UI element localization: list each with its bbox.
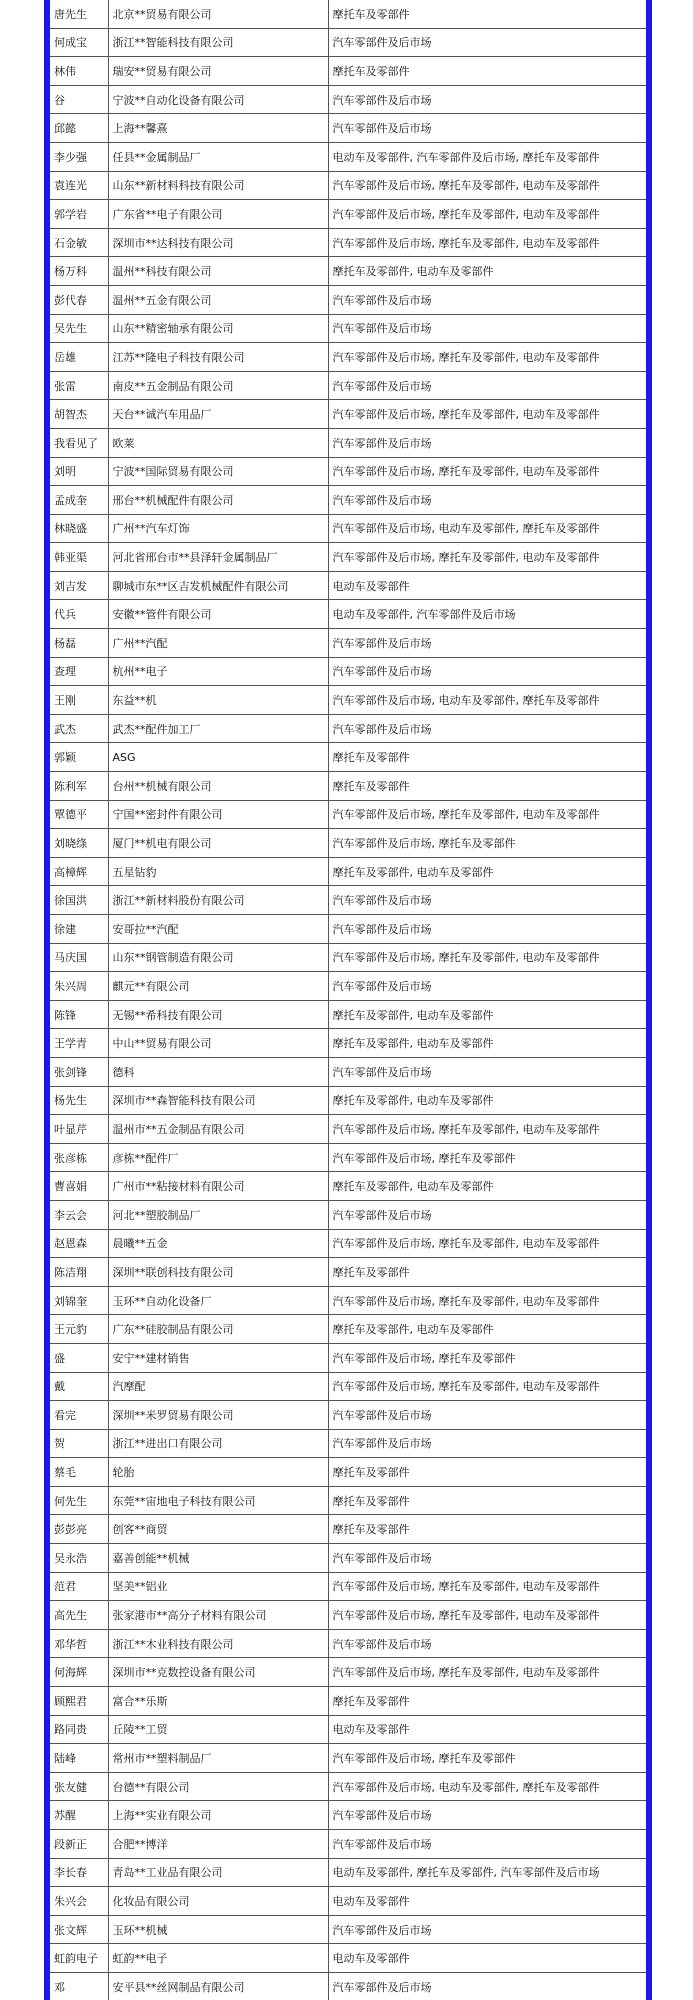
category-cell: 汽车零部件及后市场 bbox=[328, 1057, 646, 1086]
company-name-cell: 无锡**希科技有限公司 bbox=[108, 1000, 328, 1029]
contact-name-cell: 路同贵 bbox=[50, 1715, 108, 1744]
category-cell: 汽车零部件及后市场, 摩托车及零部件, 电动车及零部件 bbox=[328, 1229, 646, 1258]
company-name-cell: 深圳市**克数控设备有限公司 bbox=[108, 1658, 328, 1687]
table-row bbox=[50, 1429, 646, 1458]
category-cell: 汽车零部件及后市场 bbox=[328, 972, 646, 1001]
company-name-cell: 深圳**联创科技有限公司 bbox=[108, 1258, 328, 1287]
table-row bbox=[50, 1801, 646, 1830]
contact-name-cell: 徐国洪 bbox=[50, 886, 108, 915]
contact-name-cell: 苏醒 bbox=[50, 1801, 108, 1830]
table-row bbox=[50, 85, 646, 114]
company-name-cell: 上海**实业有限公司 bbox=[108, 1801, 328, 1830]
company-name-cell: 浙江**进出口有限公司 bbox=[108, 1429, 328, 1458]
company-name-cell: 深圳**米罗贸易有限公司 bbox=[108, 1401, 328, 1430]
category-cell: 汽车零部件及后市场 bbox=[328, 915, 646, 944]
contact-name-cell: 刘明 bbox=[50, 457, 108, 486]
table-row bbox=[50, 857, 646, 886]
table-row bbox=[50, 428, 646, 457]
company-name-cell: 富合**乐斯 bbox=[108, 1687, 328, 1716]
company-name-cell: 杭州**电子 bbox=[108, 657, 328, 686]
table-row bbox=[50, 1029, 646, 1058]
category-cell: 汽车零部件及后市场, 摩托车及零部件, 电动车及零部件 bbox=[328, 200, 646, 229]
contact-name-cell: 王元豹 bbox=[50, 1315, 108, 1344]
category-cell: 电动车及零部件, 汽车零部件及后市场 bbox=[328, 600, 646, 629]
company-name-cell: 温州**五金有限公司 bbox=[108, 285, 328, 314]
table-row bbox=[50, 1915, 646, 1944]
category-cell: 电动车及零部件 bbox=[328, 1715, 646, 1744]
table-row bbox=[50, 514, 646, 543]
category-cell: 汽车零部件及后市场, 电动车及零部件, 摩托车及零部件 bbox=[328, 514, 646, 543]
category-cell: 摩托车及零部件 bbox=[328, 1486, 646, 1515]
category-cell: 汽车零部件及后市场, 摩托车及零部件, 电动车及零部件 bbox=[328, 1572, 646, 1601]
company-name-cell: 丘陵**工贸 bbox=[108, 1715, 328, 1744]
contact-name-cell: 武杰 bbox=[50, 714, 108, 743]
table-row bbox=[50, 1172, 646, 1201]
table-row bbox=[50, 829, 646, 858]
contact-name-cell: 虹韵电子 bbox=[50, 1944, 108, 1973]
contact-name-cell: 吴先生 bbox=[50, 314, 108, 343]
table-row bbox=[50, 200, 646, 229]
contact-name-cell: 邱懿 bbox=[50, 114, 108, 143]
category-cell: 汽车零部件及后市场, 摩托车及零部件, 电动车及零部件 bbox=[328, 1115, 646, 1144]
table-row bbox=[50, 1343, 646, 1372]
table-row bbox=[50, 657, 646, 686]
table-row bbox=[50, 114, 646, 143]
table-row bbox=[50, 686, 646, 715]
contact-name-cell: 郭学岩 bbox=[50, 200, 108, 229]
company-name-cell: 河北省邢台市**县泽轩金属制品厂 bbox=[108, 543, 328, 572]
contact-name-cell: 陈利军 bbox=[50, 772, 108, 801]
table-frame bbox=[44, 0, 652, 2000]
contact-name-cell: 刘吉发 bbox=[50, 571, 108, 600]
category-cell: 摩托车及零部件 bbox=[328, 1687, 646, 1716]
company-name-cell: 欧莱 bbox=[108, 428, 328, 457]
contact-name-cell: 邓华哲 bbox=[50, 1629, 108, 1658]
category-cell: 汽车零部件及后市场 bbox=[328, 28, 646, 57]
table-row bbox=[50, 57, 646, 86]
table-row bbox=[50, 1972, 646, 2000]
contact-name-cell: 孟成奎 bbox=[50, 486, 108, 515]
company-name-cell: 南皮**五金制品有限公司 bbox=[108, 371, 328, 400]
table-row bbox=[50, 943, 646, 972]
category-cell: 摩托车及零部件 bbox=[328, 1515, 646, 1544]
category-cell: 汽车零部件及后市场 bbox=[328, 1401, 646, 1430]
company-name-cell: 山东**精密轴承有限公司 bbox=[108, 314, 328, 343]
category-cell: 汽车零部件及后市场, 摩托车及零部件 bbox=[328, 1143, 646, 1172]
contact-name-cell: 刘晓绦 bbox=[50, 829, 108, 858]
table-row bbox=[50, 1629, 646, 1658]
exhibitor-table bbox=[50, 0, 646, 2000]
contact-name-cell: 陈洁翔 bbox=[50, 1258, 108, 1287]
table-row bbox=[50, 714, 646, 743]
company-name-cell: 玉环**自动化设备厂 bbox=[108, 1286, 328, 1315]
company-name-cell: 张家港市**高分子材料有限公司 bbox=[108, 1601, 328, 1630]
category-cell: 摩托车及零部件, 电动车及零部件 bbox=[328, 257, 646, 286]
company-name-cell: 德科 bbox=[108, 1057, 328, 1086]
contact-name-cell: 谷 bbox=[50, 85, 108, 114]
company-name-cell: 江苏**隆电子科技有限公司 bbox=[108, 343, 328, 372]
table-row bbox=[50, 1544, 646, 1573]
table-row bbox=[50, 285, 646, 314]
contact-name-cell: 李少强 bbox=[50, 142, 108, 171]
category-cell: 汽车零部件及后市场 bbox=[328, 371, 646, 400]
company-name-cell: 北京**贸易有限公司 bbox=[108, 0, 328, 28]
table-row bbox=[50, 486, 646, 515]
table-row bbox=[50, 1286, 646, 1315]
table-row bbox=[50, 629, 646, 658]
contact-name-cell: 张彦栋 bbox=[50, 1143, 108, 1172]
category-cell: 摩托车及零部件 bbox=[328, 57, 646, 86]
table-row bbox=[50, 400, 646, 429]
table-row bbox=[50, 1315, 646, 1344]
category-cell: 汽车零部件及后市场, 电动车及零部件, 摩托车及零部件 bbox=[328, 686, 646, 715]
company-name-cell: 安平县**丝网制品有限公司 bbox=[108, 1972, 328, 2000]
category-cell: 摩托车及零部件, 电动车及零部件 bbox=[328, 1029, 646, 1058]
contact-name-cell: 陆峰 bbox=[50, 1744, 108, 1773]
table-row bbox=[50, 1687, 646, 1716]
company-name-cell: 山东**新材料科技有限公司 bbox=[108, 171, 328, 200]
table-row bbox=[50, 171, 646, 200]
category-cell: 汽车零部件及后市场 bbox=[328, 114, 646, 143]
company-name-cell: 台德**有限公司 bbox=[108, 1772, 328, 1801]
contact-name-cell: 王学青 bbox=[50, 1029, 108, 1058]
contact-name-cell: 覃德平 bbox=[50, 800, 108, 829]
company-name-cell: 东益**机 bbox=[108, 686, 328, 715]
company-name-cell: 化妆品有限公司 bbox=[108, 1887, 328, 1916]
contact-name-cell: 范君 bbox=[50, 1572, 108, 1601]
table-row bbox=[50, 371, 646, 400]
table-row bbox=[50, 1115, 646, 1144]
contact-name-cell: 叶显芹 bbox=[50, 1115, 108, 1144]
company-name-cell: 常州市**塑料制品厂 bbox=[108, 1744, 328, 1773]
contact-name-cell: 贺 bbox=[50, 1429, 108, 1458]
company-name-cell: 轮胎 bbox=[108, 1458, 328, 1487]
category-cell: 汽车零部件及后市场, 摩托车及零部件, 电动车及零部件 bbox=[328, 800, 646, 829]
company-name-cell: 安哥拉**汽配 bbox=[108, 915, 328, 944]
category-cell: 汽车零部件及后市场, 电动车及零部件, 摩托车及零部件 bbox=[328, 1772, 646, 1801]
contact-name-cell: 徐建 bbox=[50, 915, 108, 944]
category-cell: 汽车零部件及后市场 bbox=[328, 657, 646, 686]
table-row bbox=[50, 1858, 646, 1887]
category-cell: 汽车零部件及后市场, 摩托车及零部件 bbox=[328, 1744, 646, 1773]
company-name-cell: 广东**硅胶制品有限公司 bbox=[108, 1315, 328, 1344]
table-row bbox=[50, 1057, 646, 1086]
contact-name-cell: 张剑锋 bbox=[50, 1057, 108, 1086]
company-name-cell: ASG bbox=[108, 743, 328, 772]
category-cell: 汽车零部件及后市场, 摩托车及零部件, 电动车及零部件 bbox=[328, 457, 646, 486]
company-name-cell: 安宁**建材销售 bbox=[108, 1343, 328, 1372]
category-cell: 汽车零部件及后市场, 摩托车及零部件, 电动车及零部件 bbox=[328, 1601, 646, 1630]
company-name-cell: 上海**馨熹 bbox=[108, 114, 328, 143]
company-name-cell: 晨曦**五金 bbox=[108, 1229, 328, 1258]
contact-name-cell: 吴永浩 bbox=[50, 1544, 108, 1573]
table-row bbox=[50, 571, 646, 600]
category-cell: 汽车零部件及后市场 bbox=[328, 1972, 646, 2000]
category-cell: 摩托车及零部件 bbox=[328, 772, 646, 801]
table-row bbox=[50, 1715, 646, 1744]
contact-name-cell: 杨万科 bbox=[50, 257, 108, 286]
category-cell: 电动车及零部件 bbox=[328, 1944, 646, 1973]
table-row bbox=[50, 1515, 646, 1544]
table-row bbox=[50, 886, 646, 915]
category-cell: 汽车零部件及后市场, 摩托车及零部件, 电动车及零部件 bbox=[328, 171, 646, 200]
company-name-cell: 台州**机械有限公司 bbox=[108, 772, 328, 801]
category-cell: 摩托车及零部件, 电动车及零部件 bbox=[328, 1086, 646, 1115]
category-cell: 摩托车及零部件, 电动车及零部件 bbox=[328, 1315, 646, 1344]
category-cell: 摩托车及零部件, 电动车及零部件 bbox=[328, 857, 646, 886]
company-name-cell: 广州市**粘接材料有限公司 bbox=[108, 1172, 328, 1201]
contact-name-cell: 段新正 bbox=[50, 1830, 108, 1859]
category-cell: 汽车零部件及后市场 bbox=[328, 629, 646, 658]
contact-name-cell: 张雷 bbox=[50, 371, 108, 400]
company-name-cell: 五星钻豹 bbox=[108, 857, 328, 886]
category-cell: 汽车零部件及后市场 bbox=[328, 1629, 646, 1658]
category-cell: 电动车及零部件, 汽车零部件及后市场, 摩托车及零部件 bbox=[328, 142, 646, 171]
table-row bbox=[50, 1229, 646, 1258]
contact-name-cell: 代兵 bbox=[50, 600, 108, 629]
table-row bbox=[50, 457, 646, 486]
table-row bbox=[50, 28, 646, 57]
table-row bbox=[50, 228, 646, 257]
company-name-cell: 温州**科技有限公司 bbox=[108, 257, 328, 286]
table-row bbox=[50, 343, 646, 372]
table-row bbox=[50, 743, 646, 772]
company-name-cell: 中山**贸易有限公司 bbox=[108, 1029, 328, 1058]
category-cell: 摩托车及零部件 bbox=[328, 0, 646, 28]
contact-name-cell: 马庆国 bbox=[50, 943, 108, 972]
contact-name-cell: 我看见了 bbox=[50, 428, 108, 457]
company-name-cell: 广州**汽配 bbox=[108, 629, 328, 658]
company-name-cell: 武杰**配件加工厂 bbox=[108, 714, 328, 743]
company-name-cell: 深圳市**达科技有限公司 bbox=[108, 228, 328, 257]
company-name-cell: 聊城市东**区吉发机械配件有限公司 bbox=[108, 571, 328, 600]
category-cell: 汽车零部件及后市场 bbox=[328, 1544, 646, 1573]
table-row bbox=[50, 1944, 646, 1973]
category-cell: 汽车零部件及后市场, 摩托车及零部件, 电动车及零部件 bbox=[328, 1372, 646, 1401]
table-row bbox=[50, 1744, 646, 1773]
contact-name-cell: 石金敏 bbox=[50, 228, 108, 257]
table-row bbox=[50, 1830, 646, 1859]
company-name-cell: 合肥**博洋 bbox=[108, 1830, 328, 1859]
contact-name-cell: 邓 bbox=[50, 1972, 108, 2000]
category-cell: 电动车及零部件 bbox=[328, 571, 646, 600]
category-cell: 汽车零部件及后市场, 摩托车及零部件, 电动车及零部件 bbox=[328, 943, 646, 972]
table-row bbox=[50, 1772, 646, 1801]
category-cell: 电动车及零部件, 摩托车及零部件, 汽车零部件及后市场 bbox=[328, 1858, 646, 1887]
contact-name-cell: 林伟 bbox=[50, 57, 108, 86]
contact-name-cell: 曹喜娟 bbox=[50, 1172, 108, 1201]
table-row bbox=[50, 1486, 646, 1515]
category-cell: 摩托车及零部件 bbox=[328, 1258, 646, 1287]
category-cell: 摩托车及零部件, 电动车及零部件 bbox=[328, 1172, 646, 1201]
company-name-cell: 浙江**木业科技有限公司 bbox=[108, 1629, 328, 1658]
contact-name-cell: 看完 bbox=[50, 1401, 108, 1430]
category-cell: 摩托车及零部件, 电动车及零部件 bbox=[328, 1000, 646, 1029]
company-name-cell: 天台**诚汽车用品厂 bbox=[108, 400, 328, 429]
category-cell: 汽车零部件及后市场 bbox=[328, 1915, 646, 1944]
category-cell: 汽车零部件及后市场, 摩托车及零部件, 电动车及零部件 bbox=[328, 1658, 646, 1687]
contact-name-cell: 林晓盛 bbox=[50, 514, 108, 543]
contact-name-cell: 韩亚渠 bbox=[50, 543, 108, 572]
company-name-cell: 浙江**新材料股份有限公司 bbox=[108, 886, 328, 915]
contact-name-cell: 陈锋 bbox=[50, 1000, 108, 1029]
contact-name-cell: 郭颖 bbox=[50, 743, 108, 772]
category-cell: 汽车零部件及后市场, 摩托车及零部件, 电动车及零部件 bbox=[328, 400, 646, 429]
company-name-cell: 广州**汽车灯饰 bbox=[108, 514, 328, 543]
contact-name-cell: 查理 bbox=[50, 657, 108, 686]
table-row bbox=[50, 1086, 646, 1115]
category-cell: 汽车零部件及后市场 bbox=[328, 1429, 646, 1458]
category-cell: 汽车零部件及后市场, 摩托车及零部件, 电动车及零部件 bbox=[328, 228, 646, 257]
contact-name-cell: 彭彭亮 bbox=[50, 1515, 108, 1544]
category-cell: 汽车零部件及后市场 bbox=[328, 1801, 646, 1830]
company-name-cell: 宁波**自动化设备有限公司 bbox=[108, 85, 328, 114]
company-name-cell: 虹韵**电子 bbox=[108, 1944, 328, 1973]
category-cell: 汽车零部件及后市场, 摩托车及零部件, 电动车及零部件 bbox=[328, 543, 646, 572]
table-row bbox=[50, 1572, 646, 1601]
company-name-cell: 温州市**五金制品有限公司 bbox=[108, 1115, 328, 1144]
contact-name-cell: 李长春 bbox=[50, 1858, 108, 1887]
company-name-cell: 玉环**机械 bbox=[108, 1915, 328, 1944]
contact-name-cell: 赵恩森 bbox=[50, 1229, 108, 1258]
table-row bbox=[50, 972, 646, 1001]
category-cell: 电动车及零部件 bbox=[328, 1887, 646, 1916]
category-cell: 汽车零部件及后市场, 摩托车及零部件, 电动车及零部件 bbox=[328, 343, 646, 372]
company-name-cell: 汽摩配 bbox=[108, 1372, 328, 1401]
company-name-cell: 邢台**机械配件有限公司 bbox=[108, 486, 328, 515]
contact-name-cell: 彭代春 bbox=[50, 285, 108, 314]
table-row bbox=[50, 1372, 646, 1401]
category-cell: 汽车零部件及后市场 bbox=[328, 285, 646, 314]
category-cell: 摩托车及零部件 bbox=[328, 743, 646, 772]
category-cell: 汽车零部件及后市场 bbox=[328, 1200, 646, 1229]
table-row bbox=[50, 0, 646, 28]
company-name-cell: 安徽**管件有限公司 bbox=[108, 600, 328, 629]
company-name-cell: 任县**金属制品厂 bbox=[108, 142, 328, 171]
table-row bbox=[50, 1658, 646, 1687]
table-row bbox=[50, 772, 646, 801]
table-row bbox=[50, 1000, 646, 1029]
contact-name-cell: 朱兴周 bbox=[50, 972, 108, 1001]
contact-name-cell: 张文辉 bbox=[50, 1915, 108, 1944]
table-row bbox=[50, 1401, 646, 1430]
contact-name-cell: 顾熙君 bbox=[50, 1687, 108, 1716]
company-name-cell: 彦栋**配件厂 bbox=[108, 1143, 328, 1172]
company-name-cell: 山东**钢管制造有限公司 bbox=[108, 943, 328, 972]
contact-name-cell: 唐先生 bbox=[50, 0, 108, 28]
company-name-cell: 宁波**国际贸易有限公司 bbox=[108, 457, 328, 486]
company-name-cell: 广东省**电子有限公司 bbox=[108, 200, 328, 229]
contact-name-cell: 刘锦奎 bbox=[50, 1286, 108, 1315]
contact-name-cell: 戴 bbox=[50, 1372, 108, 1401]
contact-name-cell: 岳雄 bbox=[50, 343, 108, 372]
contact-name-cell: 杨磊 bbox=[50, 629, 108, 658]
category-cell: 汽车零部件及后市场 bbox=[328, 886, 646, 915]
contact-name-cell: 高樟辉 bbox=[50, 857, 108, 886]
company-name-cell: 青岛**工业品有限公司 bbox=[108, 1858, 328, 1887]
table-row bbox=[50, 314, 646, 343]
contact-name-cell: 何海辉 bbox=[50, 1658, 108, 1687]
table-row bbox=[50, 1258, 646, 1287]
contact-name-cell: 袁连光 bbox=[50, 171, 108, 200]
contact-name-cell: 张友健 bbox=[50, 1772, 108, 1801]
category-cell: 汽车零部件及后市场, 摩托车及零部件 bbox=[328, 1343, 646, 1372]
table-row bbox=[50, 1458, 646, 1487]
company-name-cell: 麒元**有限公司 bbox=[108, 972, 328, 1001]
company-name-cell: 坚美**铝业 bbox=[108, 1572, 328, 1601]
contact-name-cell: 胡智杰 bbox=[50, 400, 108, 429]
contact-name-cell: 王刚 bbox=[50, 686, 108, 715]
category-cell: 汽车零部件及后市场 bbox=[328, 428, 646, 457]
company-name-cell: 深圳市**森智能科技有限公司 bbox=[108, 1086, 328, 1115]
contact-name-cell: 何先生 bbox=[50, 1486, 108, 1515]
category-cell: 摩托车及零部件 bbox=[328, 1458, 646, 1487]
category-cell: 汽车零部件及后市场 bbox=[328, 314, 646, 343]
table-row bbox=[50, 1200, 646, 1229]
contact-name-cell: 盛 bbox=[50, 1343, 108, 1372]
category-cell: 汽车零部件及后市场 bbox=[328, 486, 646, 515]
contact-name-cell: 高先生 bbox=[50, 1601, 108, 1630]
table-row bbox=[50, 915, 646, 944]
company-name-cell: 瑞安**贸易有限公司 bbox=[108, 57, 328, 86]
contact-name-cell: 杨先生 bbox=[50, 1086, 108, 1115]
category-cell: 汽车零部件及后市场 bbox=[328, 714, 646, 743]
table-row bbox=[50, 1143, 646, 1172]
table-row bbox=[50, 800, 646, 829]
company-name-cell: 嘉善创能**机械 bbox=[108, 1544, 328, 1573]
company-name-cell: 宁国**密封件有限公司 bbox=[108, 800, 328, 829]
table-row bbox=[50, 257, 646, 286]
company-name-cell: 浙江**智能科技有限公司 bbox=[108, 28, 328, 57]
table-row bbox=[50, 1601, 646, 1630]
company-name-cell: 创客**商贸 bbox=[108, 1515, 328, 1544]
table-row bbox=[50, 1887, 646, 1916]
table-row bbox=[50, 142, 646, 171]
category-cell: 汽车零部件及后市场, 摩托车及零部件, 电动车及零部件 bbox=[328, 1286, 646, 1315]
company-name-cell: 厦门**机电有限公司 bbox=[108, 829, 328, 858]
contact-name-cell: 朱兴会 bbox=[50, 1887, 108, 1916]
category-cell: 汽车零部件及后市场 bbox=[328, 85, 646, 114]
contact-name-cell: 李云会 bbox=[50, 1200, 108, 1229]
table-row bbox=[50, 543, 646, 572]
table-body bbox=[50, 0, 646, 2000]
company-name-cell: 河北**塑胶制品厂 bbox=[108, 1200, 328, 1229]
category-cell: 汽车零部件及后市场, 摩托车及零部件 bbox=[328, 829, 646, 858]
category-cell: 汽车零部件及后市场 bbox=[328, 1830, 646, 1859]
contact-name-cell: 蔡毛 bbox=[50, 1458, 108, 1487]
contact-name-cell: 何成宝 bbox=[50, 28, 108, 57]
company-name-cell: 东莞**宙地电子科技有限公司 bbox=[108, 1486, 328, 1515]
table-row bbox=[50, 600, 646, 629]
